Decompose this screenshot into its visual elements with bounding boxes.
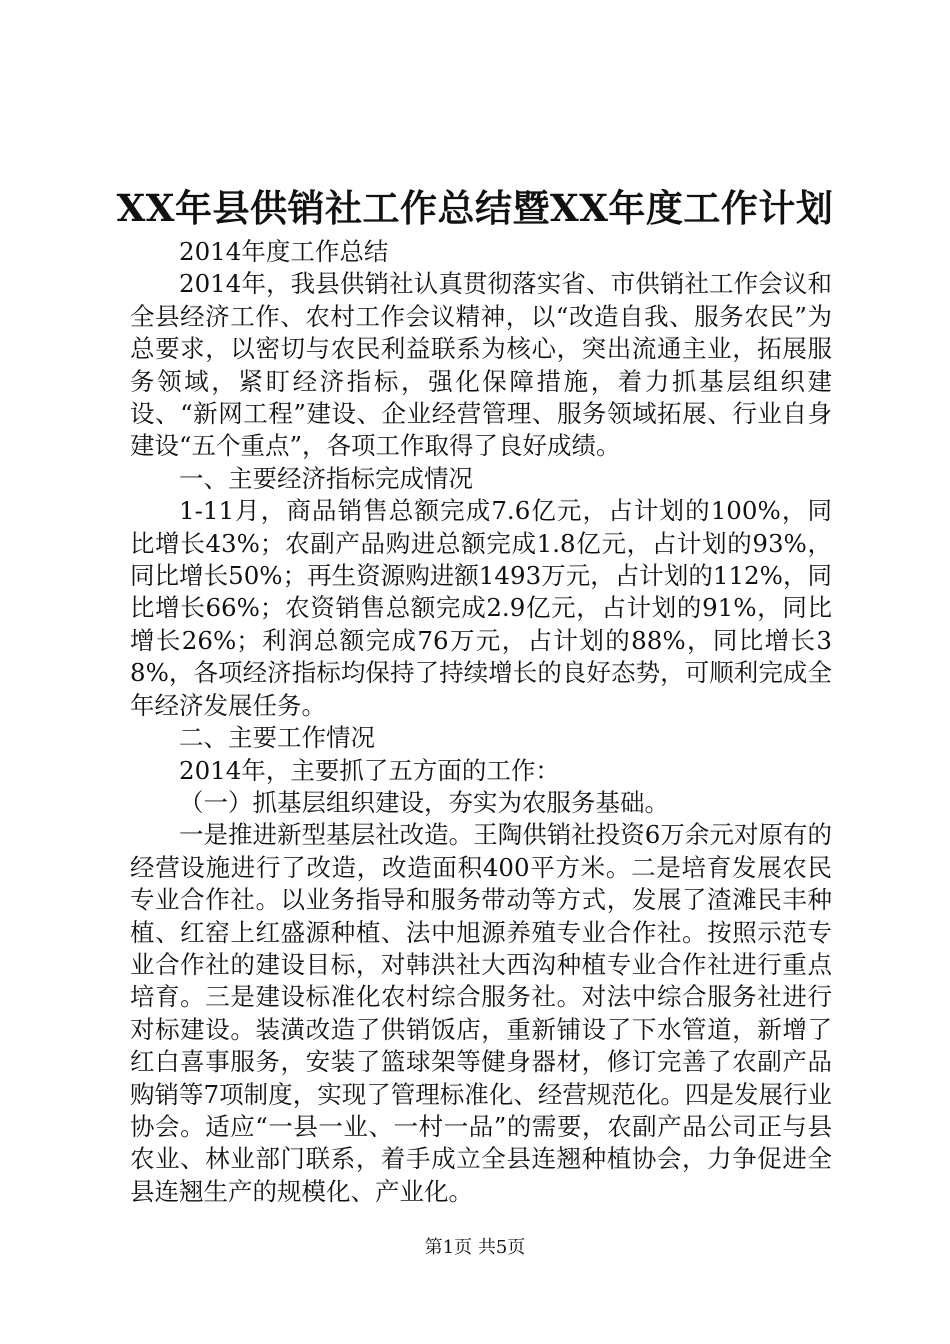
page-footer: 第1页 共5页 [424,1237,526,1258]
subsection-heading-grassroots: （一）抓基层组织建设，夯实为农服务基础。 [179,787,669,817]
work-intro-paragraph: 2014年，主要抓了五方面的工作： [179,755,560,785]
section-heading-summary: 2014年度工作总结 [179,237,389,266]
section-heading-work: 二、主要工作情况 [179,723,375,753]
section-heading-indicators: 一、主要经济指标完成情况 [179,463,473,493]
document-title: XX年县供销社工作总结暨XX年度工作计划 [116,186,834,230]
intro-paragraph: 2014年，我县供销社认真贯彻落实省、市供销社工作会议和全县经济工作、农村工作会议精神，以“改造自我、服务农民”为总要求，以密切与农民利益联系为核心，突出流通主业，拓展服务领域，紧盯经济指标，强化保障措施，着力抓基层组织建设、“新网工程”建设、企业经营管理、服务领域拓展、行业自身建设“五个重点”，各项工作取得了良好成绩。 [130,269,832,461]
grassroots-paragraph: 一是推进新型基层社改造。王陶供销社投资6万余元对原有的经营设施进行了改造，改造面积400平方米。二是培育发展农民专业合作社。以业务指导和服务带动等方式，发展了渣滩民丰种植、红窑上红盛源种植、法中旭源养殖专业合作社。按照示范专业合作社的建设目标，对韩洪社大西沟种植专业合作社进行重点培育。三是建设标准化农村综合服务社。对法中综合服务社进行对标建设。装潢改造了供销饭店，重新铺设了下水管道，新增了红白喜事服务，安装了篮球架等健身器材，修订完善了农副产品购销等7项制度，实现了管理标准化、经营规范化。四是发展行业协会。适应“一县一业、一村一品”的需要，农副产品公司正与县农业、林业部门联系，着手成立全县连翘种植协会，力争促进全县连翘生产的规模化、产业化。 [130,820,832,1206]
indicators-paragraph: 1-11月，商品销售总额完成7.6亿元，占计划的100%，同比增长43%；农副产品购进总额完成1.8亿元，占计划的93%，同比增长50%；再生资源购进额1493万元，占计划的112%，同比增长66%；农资销售总额完成2.9亿元，占计划的91%，同比增长26%；利润总额完成76万元，占计划的88%，同比增长38%，各项经济指标均保持了持续增长的良好态势，可顺利完成全年经济发展任务。 [130,496,832,720]
document-body [130,236,832,1208]
